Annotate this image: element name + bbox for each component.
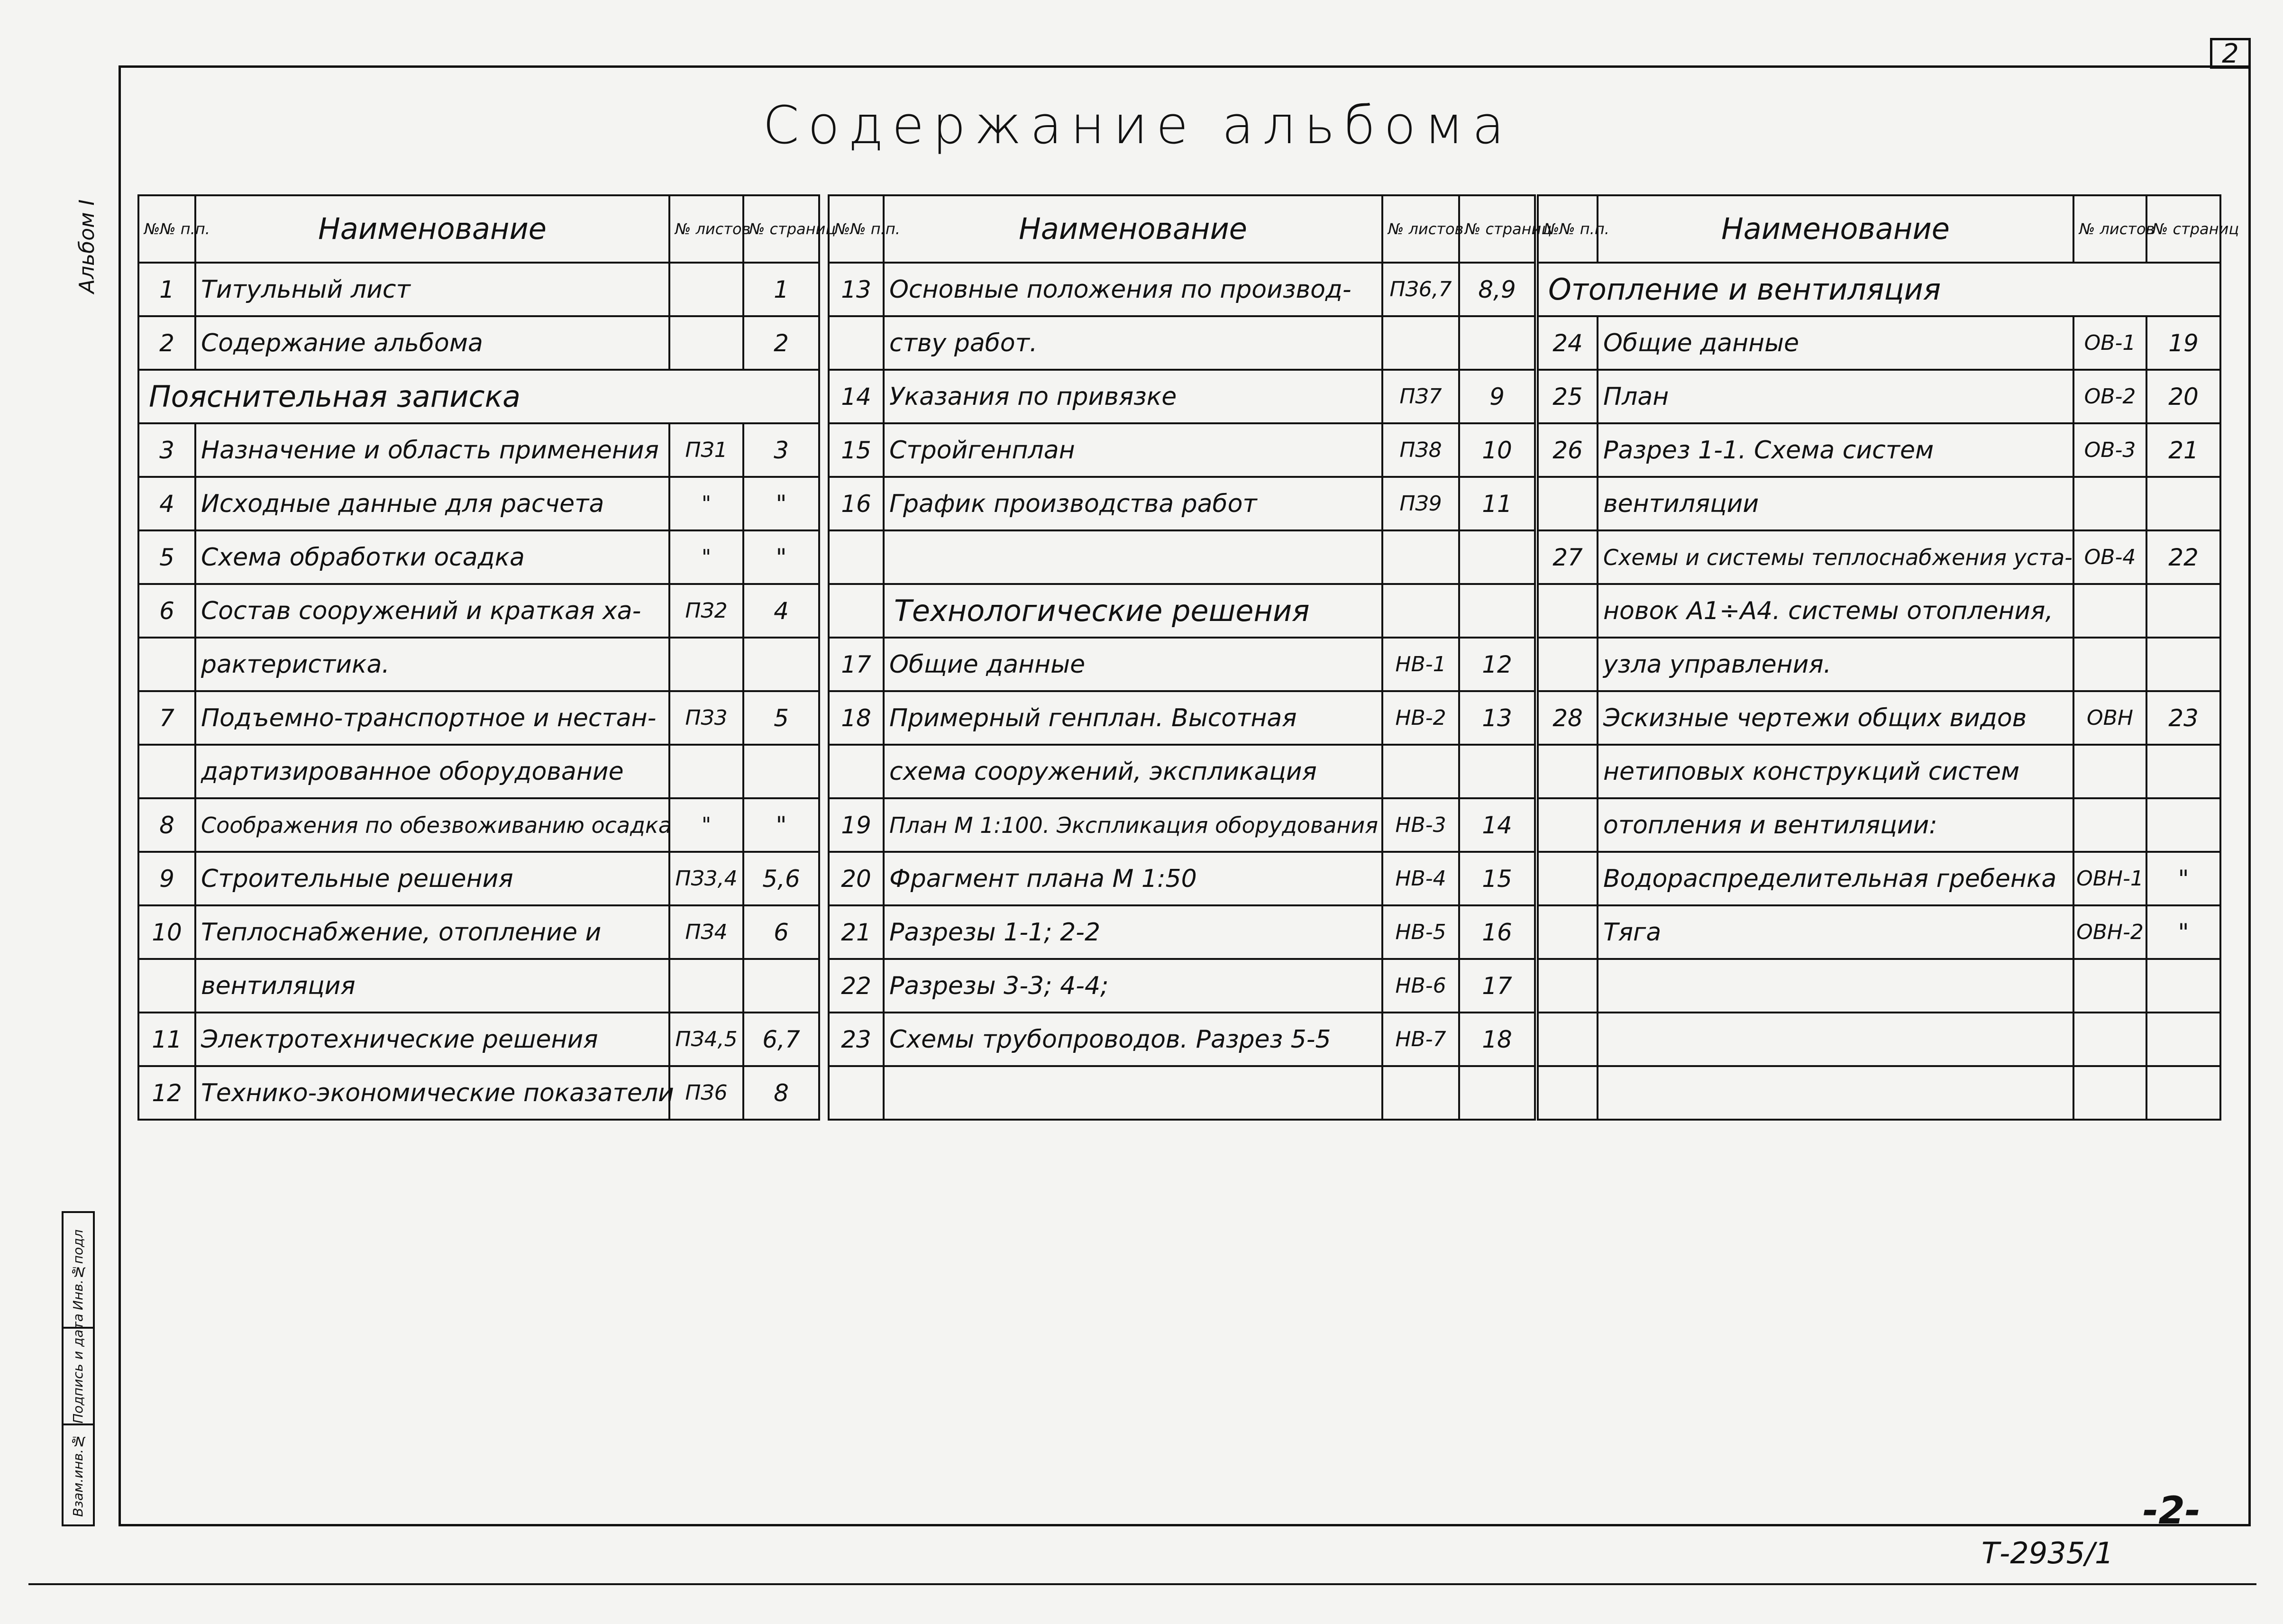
row-number: 9 <box>138 852 195 905</box>
row-name: Строительные решения <box>195 852 669 905</box>
table-row <box>138 745 819 798</box>
row-name: Указания по привязке <box>884 370 1382 423</box>
row-sheet-code: " <box>669 477 743 530</box>
row-sheet-code <box>2073 584 2146 638</box>
row-sheet-code: ОВ-4 <box>2073 530 2146 584</box>
row-number <box>829 316 884 370</box>
document-code: Т-2935/1 <box>1982 1536 2114 1570</box>
row-sheet-code <box>1382 745 1459 798</box>
row-sheet-code: НВ-6 <box>1382 959 1459 1013</box>
row-page <box>2146 745 2220 798</box>
header-sheets: № листов <box>1382 195 1459 263</box>
row-name: План <box>1598 370 2073 423</box>
row-name <box>1598 1066 2073 1120</box>
table-row <box>829 959 1535 1013</box>
row-page <box>2146 798 2220 852</box>
row-number: 14 <box>829 370 884 423</box>
row-page <box>1459 745 1535 798</box>
table-row <box>138 1066 819 1120</box>
row-name: Подъемно-транспортное и нестан- <box>195 691 669 745</box>
row-sheet-code <box>2073 1066 2146 1120</box>
row-sheet-code: ОВН-1 <box>2073 852 2146 905</box>
row-sheet-code: ПЗ4 <box>669 905 743 959</box>
row-name: Общие данные <box>1598 316 2073 370</box>
row-name: отопления и вентиляции: <box>1598 798 2073 852</box>
row-sheet-code: НВ-4 <box>1382 852 1459 905</box>
row-number: 12 <box>138 1066 195 1120</box>
row-name: Тяга <box>1598 905 2073 959</box>
section-heading: Отопление и вентиляция <box>1538 263 2220 316</box>
row-sheet-code: ПЗ3 <box>669 691 743 745</box>
row-sheet-code <box>2073 638 2146 691</box>
row-number <box>1538 852 1598 905</box>
table-row <box>829 798 1535 852</box>
table-row <box>138 316 819 370</box>
row-page: 12 <box>1459 638 1535 691</box>
table-row <box>829 370 1535 423</box>
row-number <box>138 959 195 1013</box>
row-page <box>2146 1013 2220 1066</box>
section-heading: Технологические решения <box>884 584 1382 638</box>
row-name: Эскизные чертежи общих видов <box>1598 691 2073 745</box>
header-sheets: № листов <box>2073 195 2146 263</box>
row-sheet-code: ПЗ6 <box>669 1066 743 1120</box>
header-pages: № страниц <box>1459 195 1535 263</box>
row-sheet-code: ОВ-3 <box>2073 423 2146 477</box>
row-sheet-code <box>2073 798 2146 852</box>
table-row <box>829 745 1535 798</box>
row-number <box>1538 1066 1598 1120</box>
row-page <box>2146 584 2220 638</box>
table-row <box>1538 798 2220 852</box>
row-name: ству работ. <box>884 316 1382 370</box>
row-page: 16 <box>1459 905 1535 959</box>
row-name: Исходные данные для расчета <box>195 477 669 530</box>
row-page <box>1459 1066 1535 1120</box>
row-number <box>1538 905 1598 959</box>
table-row <box>829 852 1535 905</box>
table-row <box>138 263 819 316</box>
row-page: 15 <box>1459 852 1535 905</box>
row-page: 3 <box>743 423 819 477</box>
row-sheet-code: " <box>669 530 743 584</box>
row-name: Теплоснабжение, отопление и <box>195 905 669 959</box>
row-page: 21 <box>2146 423 2220 477</box>
section-heading: Пояснительная записка <box>138 370 819 423</box>
row-page: 18 <box>1459 1013 1535 1066</box>
row-sheet-code: НВ-5 <box>1382 905 1459 959</box>
row-number: 10 <box>138 905 195 959</box>
stamp-field-replace: Взам.инв.№ <box>70 1433 86 1517</box>
row-name: Технико-экономические показатели <box>195 1066 669 1120</box>
row-number: 4 <box>138 477 195 530</box>
row-page: 6 <box>743 905 819 959</box>
table-row <box>1538 423 2220 477</box>
table-row <box>138 798 819 852</box>
row-name: новок А1÷А4. системы отопления, <box>1598 584 2073 638</box>
row-name: Электротехнические решения <box>195 1013 669 1066</box>
row-name: Схема обработки осадка <box>195 530 669 584</box>
row-name: вентиляции <box>1598 477 2073 530</box>
side-stamp <box>62 1211 95 1526</box>
row-number: 19 <box>829 798 884 852</box>
row-name: План М 1:100. Экспликация оборудования <box>884 798 1382 852</box>
row-page <box>1459 316 1535 370</box>
table-row <box>1538 1013 2220 1066</box>
row-page: 20 <box>2146 370 2220 423</box>
header-num: №№ п.п. <box>138 195 195 263</box>
table-row <box>829 316 1535 370</box>
row-page: " <box>743 798 819 852</box>
table-row <box>1538 530 2220 584</box>
header-num: №№ п.п. <box>829 195 884 263</box>
bottom-rule <box>28 1583 2256 1585</box>
row-number: 26 <box>1538 423 1598 477</box>
table-row <box>1538 905 2220 959</box>
table-row <box>829 263 1535 316</box>
row-sheet-code <box>669 959 743 1013</box>
row-name: Разрез 1-1. Схема систем <box>1598 423 2073 477</box>
row-sheet-code <box>1382 1066 1459 1120</box>
row-number <box>1538 477 1598 530</box>
row-number: 23 <box>829 1013 884 1066</box>
table-row <box>1538 745 2220 798</box>
row-page: 4 <box>743 584 819 638</box>
table-row <box>138 477 819 530</box>
row-sheet-code <box>669 638 743 691</box>
row-page: 22 <box>2146 530 2220 584</box>
row-sheet-code: ПЗ9 <box>1382 477 1459 530</box>
table-row <box>1538 1066 2220 1120</box>
row-name: Соображения по обезвоживанию осадка <box>195 798 669 852</box>
row-page: 13 <box>1459 691 1535 745</box>
row-number <box>829 1066 884 1120</box>
table-row <box>1538 370 2220 423</box>
row-number <box>138 745 195 798</box>
row-number: 2 <box>138 316 195 370</box>
row-sheet-code: ОВН <box>2073 691 2146 745</box>
row-name: Стройгенплан <box>884 423 1382 477</box>
table-row <box>1538 638 2220 691</box>
sheet-number: 2 <box>2210 38 2251 69</box>
row-number: 24 <box>1538 316 1598 370</box>
row-sheet-code: ОВ-1 <box>2073 316 2146 370</box>
row-name: Схемы и системы теплоснабжения уста- <box>1598 530 2073 584</box>
row-number: 15 <box>829 423 884 477</box>
header-num: №№ п.п. <box>1538 195 1598 263</box>
row-sheet-code <box>2073 1013 2146 1066</box>
row-name: дартизированное оборудование <box>195 745 669 798</box>
row-number: 11 <box>138 1013 195 1066</box>
row-sheet-code: " <box>669 798 743 852</box>
row-page <box>2146 1066 2220 1120</box>
row-sheet-code: ПЗ7 <box>1382 370 1459 423</box>
row-number: 3 <box>138 423 195 477</box>
row-number <box>829 584 884 638</box>
row-number <box>829 530 884 584</box>
row-number <box>1538 584 1598 638</box>
row-page <box>1459 584 1535 638</box>
row-number: 5 <box>138 530 195 584</box>
row-page: 6,7 <box>743 1013 819 1066</box>
row-name <box>884 1066 1382 1120</box>
stamp-field-signature: Подпись и дата <box>70 1314 86 1423</box>
row-name: Титульный лист <box>195 263 669 316</box>
row-sheet-code <box>1382 530 1459 584</box>
row-name <box>1598 1013 2073 1066</box>
row-number: 17 <box>829 638 884 691</box>
header-name: Наименование <box>884 195 1382 263</box>
row-name: Основные положения по производ- <box>884 263 1382 316</box>
header-name: Наименование <box>195 195 669 263</box>
row-name: Содержание альбома <box>195 316 669 370</box>
page-number: -2- <box>2143 1488 2201 1533</box>
table-row <box>1538 959 2220 1013</box>
row-name: График производства работ <box>884 477 1382 530</box>
row-page: 9 <box>1459 370 1535 423</box>
toc-table-1 <box>137 194 836 1121</box>
row-sheet-code: ОВ-2 <box>2073 370 2146 423</box>
row-sheet-code <box>2073 959 2146 1013</box>
row-page <box>2146 477 2220 530</box>
row-page: 23 <box>2146 691 2220 745</box>
table-row <box>829 1013 1535 1066</box>
row-number: 20 <box>829 852 884 905</box>
row-sheet-code: ПЗ6,7 <box>1382 263 1459 316</box>
row-page <box>2146 638 2220 691</box>
row-name: Водораспределительная гребенка <box>1598 852 2073 905</box>
row-page: 8,9 <box>1459 263 1535 316</box>
row-sheet-code: ПЗ2 <box>669 584 743 638</box>
header-sheets: № листов <box>669 195 743 263</box>
table-row <box>829 530 1535 584</box>
table-row <box>138 691 819 745</box>
row-name <box>1598 959 2073 1013</box>
row-name: Разрезы 3-3; 4-4; <box>884 959 1382 1013</box>
table-row <box>138 584 819 638</box>
table-row <box>829 477 1535 530</box>
table-row <box>138 530 819 584</box>
row-name: Схемы трубопроводов. Разрез 5-5 <box>884 1013 1382 1066</box>
row-name: вентиляция <box>195 959 669 1013</box>
row-number: 28 <box>1538 691 1598 745</box>
row-name: Разрезы 1-1; 2-2 <box>884 905 1382 959</box>
table-row <box>1538 263 2220 316</box>
row-number: 21 <box>829 905 884 959</box>
row-page <box>1459 530 1535 584</box>
row-sheet-code: НВ-7 <box>1382 1013 1459 1066</box>
table-row <box>138 1013 819 1066</box>
row-sheet-code: ПЗ4,5 <box>669 1013 743 1066</box>
row-sheet-code: ПЗ8 <box>1382 423 1459 477</box>
table-row <box>138 423 819 477</box>
row-page: 1 <box>743 263 819 316</box>
table-row <box>829 638 1535 691</box>
row-sheet-code <box>2073 477 2146 530</box>
row-number <box>1538 638 1598 691</box>
row-name: рактеристика. <box>195 638 669 691</box>
row-sheet-code <box>1382 584 1459 638</box>
toc-table-3 <box>1537 194 2239 1121</box>
table-row <box>1538 477 2220 530</box>
table-row <box>829 584 1535 638</box>
row-name: нетиповых конструкций систем <box>1598 745 2073 798</box>
row-sheet-code: ПЗ3,4 <box>669 852 743 905</box>
row-number: 6 <box>138 584 195 638</box>
row-sheet-code: НВ-2 <box>1382 691 1459 745</box>
row-number: 22 <box>829 959 884 1013</box>
table-row <box>829 691 1535 745</box>
album-label: Альбом I <box>75 199 99 294</box>
stamp-field-inv: Инв.№подл <box>70 1229 86 1311</box>
table-row <box>138 905 819 959</box>
table-row <box>829 905 1535 959</box>
table-row <box>1538 691 2220 745</box>
row-number: 27 <box>1538 530 1598 584</box>
row-page: " <box>2146 852 2220 905</box>
row-number: 13 <box>829 263 884 316</box>
row-page: 17 <box>1459 959 1535 1013</box>
table-row <box>829 423 1535 477</box>
row-sheet-code <box>669 316 743 370</box>
row-page: 11 <box>1459 477 1535 530</box>
row-number <box>1538 1013 1598 1066</box>
row-number <box>138 638 195 691</box>
row-name <box>884 530 1382 584</box>
table-row <box>138 959 819 1013</box>
row-number: 8 <box>138 798 195 852</box>
row-number: 18 <box>829 691 884 745</box>
row-sheet-code <box>1382 316 1459 370</box>
row-page: 10 <box>1459 423 1535 477</box>
row-page: " <box>743 477 819 530</box>
row-name: Общие данные <box>884 638 1382 691</box>
row-number <box>1538 798 1598 852</box>
row-page: 5,6 <box>743 852 819 905</box>
table-row <box>138 638 819 691</box>
row-number: 7 <box>138 691 195 745</box>
table-row <box>138 852 819 905</box>
row-page: 14 <box>1459 798 1535 852</box>
row-page: 2 <box>743 316 819 370</box>
row-sheet-code <box>669 263 743 316</box>
row-sheet-code: НВ-1 <box>1382 638 1459 691</box>
table-row <box>1538 316 2220 370</box>
row-number: 1 <box>138 263 195 316</box>
row-number <box>829 745 884 798</box>
row-page <box>743 959 819 1013</box>
row-sheet-code: НВ-3 <box>1382 798 1459 852</box>
row-number <box>1538 745 1598 798</box>
row-sheet-code <box>669 745 743 798</box>
header-pages: № страниц <box>2146 195 2220 263</box>
row-name: Состав сооружений и краткая ха- <box>195 584 669 638</box>
row-page <box>743 745 819 798</box>
table-row <box>1538 584 2220 638</box>
row-number <box>1538 959 1598 1013</box>
row-name: Назначение и область применения <box>195 423 669 477</box>
header-name: Наименование <box>1598 195 2073 263</box>
row-name: Примерный генплан. Высотная <box>884 691 1382 745</box>
row-name: Фрагмент плана М 1:50 <box>884 852 1382 905</box>
row-sheet-code: ПЗ1 <box>669 423 743 477</box>
row-number: 25 <box>1538 370 1598 423</box>
row-page: " <box>743 530 819 584</box>
row-sheet-code: ОВН-2 <box>2073 905 2146 959</box>
row-page: 5 <box>743 691 819 745</box>
table-row <box>829 1066 1535 1120</box>
row-page: 19 <box>2146 316 2220 370</box>
row-page <box>743 638 819 691</box>
toc-table-2 <box>828 194 1552 1121</box>
table-row <box>1538 852 2220 905</box>
row-sheet-code <box>2073 745 2146 798</box>
table-row <box>138 370 819 423</box>
row-page: 8 <box>743 1066 819 1120</box>
page-title: Содержание альбома <box>763 95 1513 155</box>
row-page <box>2146 959 2220 1013</box>
header-pages: № страниц <box>743 195 819 263</box>
row-name: узла управления. <box>1598 638 2073 691</box>
row-number: 16 <box>829 477 884 530</box>
row-name: схема сооружений, экспликация <box>884 745 1382 798</box>
row-page: " <box>2146 905 2220 959</box>
